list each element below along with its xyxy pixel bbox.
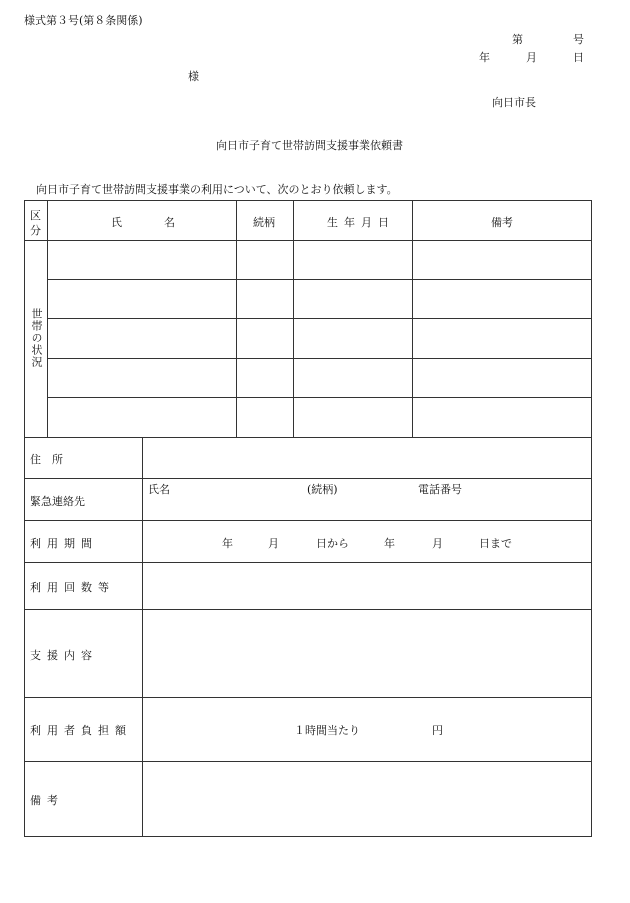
label-column-divider [142, 437, 143, 837]
row-divider [24, 520, 592, 521]
col-kubun-1: 区 [30, 209, 41, 222]
kubun-column-divider [47, 200, 48, 437]
row-divider [24, 562, 592, 563]
page-title: 向日市子育て世帯訪問支援事業依頼書 [216, 139, 403, 152]
period-day-from: 日から [316, 537, 349, 550]
date-year: 年 [479, 51, 490, 64]
period-month-2: 月 [432, 537, 443, 550]
col-name-1: 氏 [111, 216, 122, 229]
section-divider [24, 437, 592, 438]
household-row-divider [47, 279, 592, 280]
period-year-1: 年 [222, 537, 233, 550]
col-relation: 続柄 [253, 216, 275, 229]
intro-text: 向日市子育て世帯訪問支援事業の利用について、次のとおり依頼します。 [36, 183, 398, 196]
fee-yen: 円 [432, 724, 443, 737]
name-column-divider [236, 200, 237, 437]
relation-column-divider [293, 200, 294, 437]
household-row-divider [47, 358, 592, 359]
period-year-2: 年 [384, 537, 395, 550]
emergency-phone: 電話番号 [418, 483, 462, 496]
row-divider [24, 478, 592, 479]
fee-label: 利用者負担額 [30, 724, 132, 737]
row-divider [24, 761, 592, 762]
emergency-name: 氏名 [148, 483, 170, 496]
emergency-relation: (続柄) [307, 483, 338, 496]
date-month: 月 [526, 51, 537, 64]
row-divider [24, 697, 592, 698]
period-label: 利用期間 [30, 537, 98, 550]
remarks-label: 備考 [30, 794, 64, 807]
fee-per-hour: １時間当たり [294, 724, 360, 737]
addressee-sama: 様 [188, 70, 199, 83]
count-label: 利用回数等 [30, 581, 115, 594]
date-day: 日 [573, 51, 584, 64]
doc-no-dai: 第 [512, 33, 523, 46]
household-row-divider [47, 318, 592, 319]
address-label: 住 所 [30, 453, 63, 466]
issuer: 向日市長 [492, 96, 536, 109]
header-row-divider [24, 240, 592, 241]
request-table [24, 200, 592, 837]
col-birthdate: 生年月日 [327, 216, 395, 229]
form-number: 様式第３号(第８条関係) [24, 14, 143, 27]
period-month-1: 月 [268, 537, 279, 550]
col-remarks: 備考 [491, 216, 513, 229]
household-row-divider [47, 397, 592, 398]
support-label: 支援内容 [30, 649, 98, 662]
household-label: 世帯の状況 [30, 308, 43, 368]
row-divider [24, 609, 592, 610]
col-kubun-2: 分 [30, 224, 41, 237]
emergency-label: 緊急連絡先 [30, 495, 85, 508]
doc-no-go: 号 [573, 33, 584, 46]
col-name-2: 名 [164, 216, 175, 229]
birthdate-column-divider [412, 200, 413, 437]
period-day-to: 日まで [479, 537, 512, 550]
